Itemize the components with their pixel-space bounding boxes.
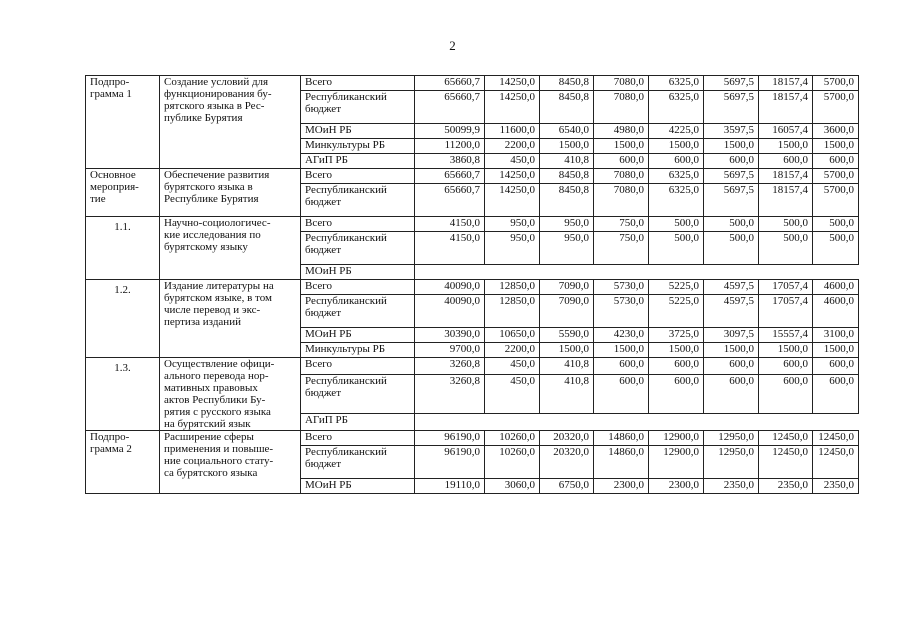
funding-source-label: бюджет	[305, 196, 341, 208]
value-cell: 5700,0	[813, 76, 859, 91]
value-cell: 2350,0	[813, 479, 859, 494]
section-label: грамма 2	[90, 443, 132, 455]
funding-source-cell	[301, 91, 415, 124]
funding-source-cell	[301, 446, 415, 479]
value-cell: 12950,0	[704, 431, 759, 446]
value-cell: 2350,0	[704, 479, 759, 494]
value-cell: 600,0	[759, 375, 813, 413]
value-cell: 6325,0	[649, 184, 704, 217]
section-label: 1.2.	[114, 284, 131, 296]
funding-source-label: Минкультуры РБ	[305, 343, 386, 355]
funding-source-cell	[301, 124, 415, 139]
funding-source-label: Всего	[305, 169, 332, 181]
description-text: бурятском языке, в том	[164, 292, 272, 304]
value-cell: 14250,0	[485, 91, 540, 124]
section-label: Подпро-	[90, 431, 130, 443]
funding-source-cell	[301, 413, 415, 430]
value-cell: 1500,0	[540, 343, 594, 358]
value-cell: 950,0	[540, 217, 594, 232]
value-cell: 4597,5	[704, 295, 759, 328]
value-cell: 10260,0	[485, 446, 540, 479]
value-cell: 17057,4	[759, 295, 813, 328]
funding-source-cell	[301, 358, 415, 375]
value-cell: 20320,0	[540, 446, 594, 479]
funding-source-label: МОиН РБ	[305, 328, 352, 340]
value-cell: 12450,0	[759, 446, 813, 479]
section-label: тие	[90, 193, 106, 205]
value-cell: 450,0	[485, 154, 540, 169]
value-cell: 1500,0	[759, 343, 813, 358]
section-cell	[86, 431, 160, 494]
value-cell: 12450,0	[813, 446, 859, 479]
description-text: Создание условий для	[164, 76, 269, 88]
value-cell: 5697,5	[704, 76, 759, 91]
value-cell: 600,0	[649, 154, 704, 169]
table-body	[86, 76, 859, 494]
value-cell: 2350,0	[759, 479, 813, 494]
value-cell: 18157,4	[759, 169, 813, 184]
value-cell: 600,0	[594, 154, 649, 169]
description-text: функционирования бу-	[164, 88, 272, 100]
value-cell: 4150,0	[415, 232, 485, 265]
value-cell: 500,0	[813, 217, 859, 232]
funding-source-label: Республиканский	[305, 295, 387, 307]
funding-source-cell	[301, 375, 415, 413]
value-cell: 5697,5	[704, 169, 759, 184]
value-cell: 14250,0	[485, 76, 540, 91]
funding-source-cell	[301, 280, 415, 295]
value-cell: 6325,0	[649, 91, 704, 124]
value-cell: 6325,0	[649, 169, 704, 184]
section-cell	[86, 358, 160, 431]
value-cell: 2200,0	[485, 343, 540, 358]
description-text: пертиза изданий	[164, 316, 241, 328]
value-cell: 40090,0	[415, 280, 485, 295]
value-cell: 65660,7	[415, 169, 485, 184]
value-cell: 2300,0	[649, 479, 704, 494]
value-cell: 18157,4	[759, 184, 813, 217]
value-cell: 2200,0	[485, 139, 540, 154]
section-label: мероприя-	[90, 181, 139, 193]
value-cell: 65660,7	[415, 91, 485, 124]
value-cell: 450,0	[485, 358, 540, 375]
value-cell: 500,0	[704, 217, 759, 232]
funding-source-label: Республиканский	[305, 232, 387, 244]
value-cell: 950,0	[485, 217, 540, 232]
value-cell: 5225,0	[649, 295, 704, 328]
value-cell: 3097,5	[704, 328, 759, 343]
table-row	[86, 217, 859, 232]
section-cell	[86, 217, 160, 280]
funding-source-cell	[301, 328, 415, 343]
value-cell: 750,0	[594, 217, 649, 232]
value-cell: 500,0	[649, 217, 704, 232]
description-text: рятия с русского языка	[164, 406, 271, 418]
budget-table	[85, 75, 859, 494]
value-cell: 12450,0	[759, 431, 813, 446]
value-cell: 600,0	[813, 154, 859, 169]
section-cell	[86, 280, 160, 358]
value-cell: 5225,0	[649, 280, 704, 295]
description-text: числе перевод и экс-	[164, 304, 261, 316]
funding-source-label: бюджет	[305, 103, 341, 115]
value-cell: 12850,0	[485, 280, 540, 295]
table-row	[86, 358, 859, 375]
description-text: мативных правовых	[164, 382, 258, 394]
funding-source-label: Всего	[305, 217, 332, 229]
section-cell	[86, 169, 160, 217]
description-text: Научно-социологичес-	[164, 217, 271, 229]
funding-source-label: бюджет	[305, 458, 341, 470]
funding-source-cell	[301, 76, 415, 91]
funding-source-label: Республиканский	[305, 91, 387, 103]
description-text: Издание литературы на	[164, 280, 274, 292]
description-cell	[160, 358, 301, 431]
value-cell: 600,0	[594, 358, 649, 375]
section-label: Подпро-	[90, 76, 130, 88]
value-cell: 9700,0	[415, 343, 485, 358]
value-cell: 1500,0	[649, 343, 704, 358]
value-cell: 410,8	[540, 358, 594, 375]
value-cell: 3725,0	[649, 328, 704, 343]
table-row	[86, 169, 859, 184]
funding-source-cell	[301, 431, 415, 446]
funding-source-label: бюджет	[305, 307, 341, 319]
value-cell: 3597,5	[704, 124, 759, 139]
value-cell: 7090,0	[540, 295, 594, 328]
value-cell: 8450,8	[540, 91, 594, 124]
value-cell: 3260,8	[415, 375, 485, 413]
value-cell: 18157,4	[759, 91, 813, 124]
funding-source-cell	[301, 169, 415, 184]
funding-source-label: АГиП РБ	[305, 154, 348, 166]
value-cell: 3060,0	[485, 479, 540, 494]
value-cell: 410,8	[540, 375, 594, 413]
section-label: 1.3.	[114, 362, 131, 374]
value-cell: 500,0	[704, 232, 759, 265]
value-cell: 4150,0	[415, 217, 485, 232]
value-cell: 4597,5	[704, 280, 759, 295]
page-number: 2	[449, 38, 456, 53]
value-cell: 3860,8	[415, 154, 485, 169]
value-cell: 1500,0	[704, 343, 759, 358]
value-cell: 17057,4	[759, 280, 813, 295]
value-cell: 7080,0	[594, 76, 649, 91]
value-cell: 5700,0	[813, 184, 859, 217]
value-cell: 600,0	[759, 358, 813, 375]
value-cell: 12900,0	[649, 446, 704, 479]
funding-source-cell	[301, 217, 415, 232]
value-cell: 3100,0	[813, 328, 859, 343]
value-cell: 6325,0	[649, 76, 704, 91]
value-cell: 18157,4	[759, 76, 813, 91]
value-cell: 600,0	[704, 358, 759, 375]
funding-source-label: Всего	[305, 358, 332, 370]
value-cell: 50099,9	[415, 124, 485, 139]
value-cell: 600,0	[649, 358, 704, 375]
value-cell: 19110,0	[415, 479, 485, 494]
section-label: Основное	[90, 169, 136, 181]
section-cell	[86, 76, 160, 169]
value-cell: 4980,0	[594, 124, 649, 139]
value-cell: 16057,4	[759, 124, 813, 139]
funding-source-label: бюджет	[305, 244, 341, 256]
value-cell: 5697,5	[704, 91, 759, 124]
value-cell: 600,0	[649, 375, 704, 413]
value-cell: 12900,0	[649, 431, 704, 446]
funding-source-cell	[301, 154, 415, 169]
value-cell: 11200,0	[415, 139, 485, 154]
section-label: грамма 1	[90, 88, 132, 100]
value-cell: 1500,0	[704, 139, 759, 154]
funding-source-cell	[301, 139, 415, 154]
funding-source-label: Республиканский	[305, 375, 387, 388]
description-text: ние социального стату-	[164, 455, 274, 467]
value-cell: 2300,0	[594, 479, 649, 494]
value-cell: 600,0	[704, 154, 759, 169]
value-cell: 1500,0	[594, 343, 649, 358]
value-cell: 65660,7	[415, 76, 485, 91]
value-cell: 30390,0	[415, 328, 485, 343]
funding-source-cell	[301, 295, 415, 328]
value-cell: 450,0	[485, 375, 540, 413]
value-cell: 1500,0	[813, 343, 859, 358]
value-cell: 5697,5	[704, 184, 759, 217]
description-cell	[160, 169, 301, 217]
empty-value-cell	[415, 413, 859, 430]
description-text: ального перевода нор-	[164, 370, 269, 382]
section-label: 1.1.	[114, 221, 131, 233]
value-cell: 96190,0	[415, 446, 485, 479]
value-cell: 14250,0	[485, 184, 540, 217]
funding-source-label: Всего	[305, 76, 332, 88]
value-cell: 6750,0	[540, 479, 594, 494]
value-cell: 5730,0	[594, 295, 649, 328]
description-text: Расширение сферы	[164, 431, 254, 443]
value-cell: 950,0	[540, 232, 594, 265]
value-cell: 8450,8	[540, 169, 594, 184]
funding-source-label: МОиН РБ	[305, 124, 352, 136]
value-cell: 14250,0	[485, 169, 540, 184]
value-cell: 600,0	[813, 358, 859, 375]
value-cell: 410,8	[540, 154, 594, 169]
value-cell: 14860,0	[594, 446, 649, 479]
description-text: Осуществление офици-	[164, 358, 275, 370]
funding-source-label: МОиН РБ	[305, 479, 352, 491]
value-cell: 4600,0	[813, 295, 859, 328]
value-cell: 12850,0	[485, 295, 540, 328]
value-cell: 600,0	[813, 375, 859, 413]
description-text: бурятского языка в	[164, 181, 253, 193]
value-cell: 10260,0	[485, 431, 540, 446]
description-text: кие исследования по	[164, 229, 261, 241]
value-cell: 7080,0	[594, 169, 649, 184]
value-cell: 15557,4	[759, 328, 813, 343]
description-text: публике Бурятия	[164, 112, 243, 124]
value-cell: 600,0	[759, 154, 813, 169]
value-cell: 1500,0	[649, 139, 704, 154]
value-cell: 6540,0	[540, 124, 594, 139]
description-text: Республике Бурятия	[164, 193, 259, 205]
description-cell	[160, 217, 301, 280]
description-text: Обеспечение развития	[164, 169, 270, 181]
value-cell: 5590,0	[540, 328, 594, 343]
table-row	[86, 431, 859, 446]
value-cell: 11600,0	[485, 124, 540, 139]
value-cell: 600,0	[704, 375, 759, 413]
value-cell: 14860,0	[594, 431, 649, 446]
value-cell: 500,0	[759, 232, 813, 265]
description-cell	[160, 76, 301, 169]
table-row	[86, 76, 859, 91]
value-cell: 7080,0	[594, 91, 649, 124]
funding-source-label: МОиН РБ	[305, 265, 352, 277]
value-cell: 40090,0	[415, 295, 485, 328]
value-cell: 3600,0	[813, 124, 859, 139]
value-cell: 5730,0	[594, 280, 649, 295]
value-cell: 4230,0	[594, 328, 649, 343]
empty-value-cell	[415, 265, 859, 280]
value-cell: 1500,0	[759, 139, 813, 154]
value-cell: 1500,0	[813, 139, 859, 154]
funding-source-cell	[301, 265, 415, 280]
funding-source-label: бюджет	[305, 387, 341, 400]
funding-source-label: Республиканский	[305, 446, 387, 458]
description-cell	[160, 431, 301, 494]
funding-source-label: Всего	[305, 280, 332, 292]
value-cell: 5700,0	[813, 91, 859, 124]
value-cell: 500,0	[759, 217, 813, 232]
description-text: са бурятского языка	[164, 467, 258, 479]
value-cell: 20320,0	[540, 431, 594, 446]
value-cell: 12950,0	[704, 446, 759, 479]
value-cell: 7080,0	[594, 184, 649, 217]
value-cell: 600,0	[594, 375, 649, 413]
funding-source-label: Всего	[305, 431, 332, 443]
description-text: применения и повыше-	[164, 443, 274, 455]
funding-source-cell	[301, 343, 415, 358]
value-cell: 10650,0	[485, 328, 540, 343]
value-cell: 4600,0	[813, 280, 859, 295]
table-row	[86, 280, 859, 295]
value-cell: 3260,8	[415, 358, 485, 375]
value-cell: 4225,0	[649, 124, 704, 139]
value-cell: 8450,8	[540, 184, 594, 217]
value-cell: 500,0	[813, 232, 859, 265]
description-text: бурятскому языку	[164, 241, 248, 253]
description-text: на бурятский язык	[164, 418, 251, 430]
description-text: актов Республики Бу-	[164, 394, 266, 406]
description-cell	[160, 280, 301, 358]
funding-source-cell	[301, 184, 415, 217]
value-cell: 1500,0	[594, 139, 649, 154]
funding-source-label: АГиП РБ	[305, 413, 348, 426]
value-cell: 5700,0	[813, 169, 859, 184]
value-cell: 1500,0	[540, 139, 594, 154]
value-cell: 12450,0	[813, 431, 859, 446]
value-cell: 65660,7	[415, 184, 485, 217]
value-cell: 500,0	[649, 232, 704, 265]
funding-source-cell	[301, 232, 415, 265]
funding-source-label: Минкультуры РБ	[305, 139, 386, 151]
funding-source-cell	[301, 479, 415, 494]
value-cell: 750,0	[594, 232, 649, 265]
description-text: рятского языка в Рес-	[164, 100, 265, 112]
value-cell: 950,0	[485, 232, 540, 265]
value-cell: 96190,0	[415, 431, 485, 446]
funding-source-label: Республиканский	[305, 184, 387, 196]
value-cell: 8450,8	[540, 76, 594, 91]
value-cell: 7090,0	[540, 280, 594, 295]
